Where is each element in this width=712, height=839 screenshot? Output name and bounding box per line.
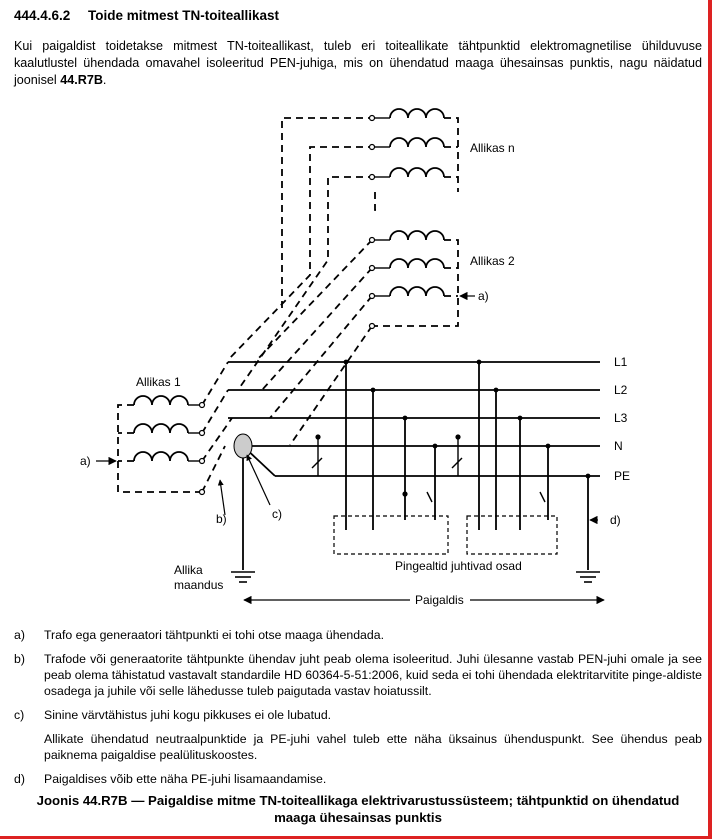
note-text: Trafo ega generaatori tähtpunkti ei tohi otse maaga ühendada. [44,628,384,642]
figure-reference: 44.R7B [60,73,103,87]
marker-a-left: a) [80,454,91,468]
note-label [14,731,44,763]
intro-paragraph [14,38,702,89]
source-2-coils [390,231,444,296]
note-text: Allikate ühendatud neutraalpunktide ja PE-juhi vahel tuleb ette näha üksainus ühenduspunkt. See ühendus peab paiknema paigaldise pealülituskoostes. [44,732,702,762]
source-n-label: Allikas n [470,141,515,155]
marker-c: c) [272,507,282,521]
intro-text: Kui paigaldist toidetakse mitmest TN-toiteallikast, tuleb eri toiteallikate tähtpunktid elektromagnetilise ühilduvuse kaalutlustel ühendada omavahel isoleeritud PEN-juhiga, mis on ühendatud maaga ühesainsas punktis, nagu näidatud joonisel [14,39,702,87]
conductor-label-n: N [614,439,623,453]
section-number: 444.4.6.2 [14,8,71,23]
earthing-label-line1: Allika [174,563,203,577]
note-a [14,627,702,643]
conductor-label-l1: L1 [614,355,628,369]
earth-symbols [231,572,600,582]
installation-label: Paigaldis [415,593,464,607]
note-label: d) [14,772,25,786]
exposed-parts-boxes [334,516,557,554]
note-label: a) [14,628,25,642]
note-c-continued [14,731,702,763]
source-n-coils [390,109,444,177]
source-2-label: Allikas 2 [470,254,515,268]
caption-line-2: maaga ühesainsas punktis [274,810,442,825]
source-1-coils [134,396,188,461]
marker-a-right: a) [478,289,489,303]
note-text: Sinine värvtähistus juhi kogu pikkuses ei ole lubatud. [44,708,332,722]
section-heading [14,8,279,23]
earthing-label-line2: maandus [174,578,224,592]
note-label: b) [14,652,25,666]
note-b [14,651,702,699]
notes-list [14,627,702,795]
conductor-label-l3: L3 [614,411,628,425]
note-c [14,707,702,723]
marker-d: d) [610,513,621,527]
section-title: Toide mitmest TN-toiteallikast [88,8,280,23]
wiring-diagram [0,100,712,620]
conductor-label-pe: PE [614,469,631,483]
star-point-ellipse [234,434,252,458]
note-d [14,771,702,787]
marker-b: b) [216,512,227,526]
note-text: Trafode või generaatorite tähtpunkte ühendav juht peab olema isoleeritud. Juhi ülesanne vastab PEN-juhi omale ja see peab olema tähistatud vastavalt standardile HD 60364-5-51:2006, kuid seda ei tohi ühendada elektritarvitite pinge-aldiste osadega ja juhile või selle lähedusse tuleb paigutada vastav hoiatussilt. [44,652,702,698]
caption-line-1: Joonis 44.R7B — Paigaldise mitme TN-toiteallikaga elektrivarustussüsteem; tähtpunktid on ühendatud [36,793,680,808]
intro-end: . [102,73,107,87]
exposed-parts-label: Pingealtid juhtivad osad [395,559,522,573]
note-label: c) [14,708,25,722]
conductor-label-l2: L2 [614,383,628,397]
source-1-label: Allikas 1 [136,375,181,389]
figure-caption [14,792,702,826]
note-text: Paigaldises võib ette näha PE-juhi lisamaandamise. [44,772,327,786]
